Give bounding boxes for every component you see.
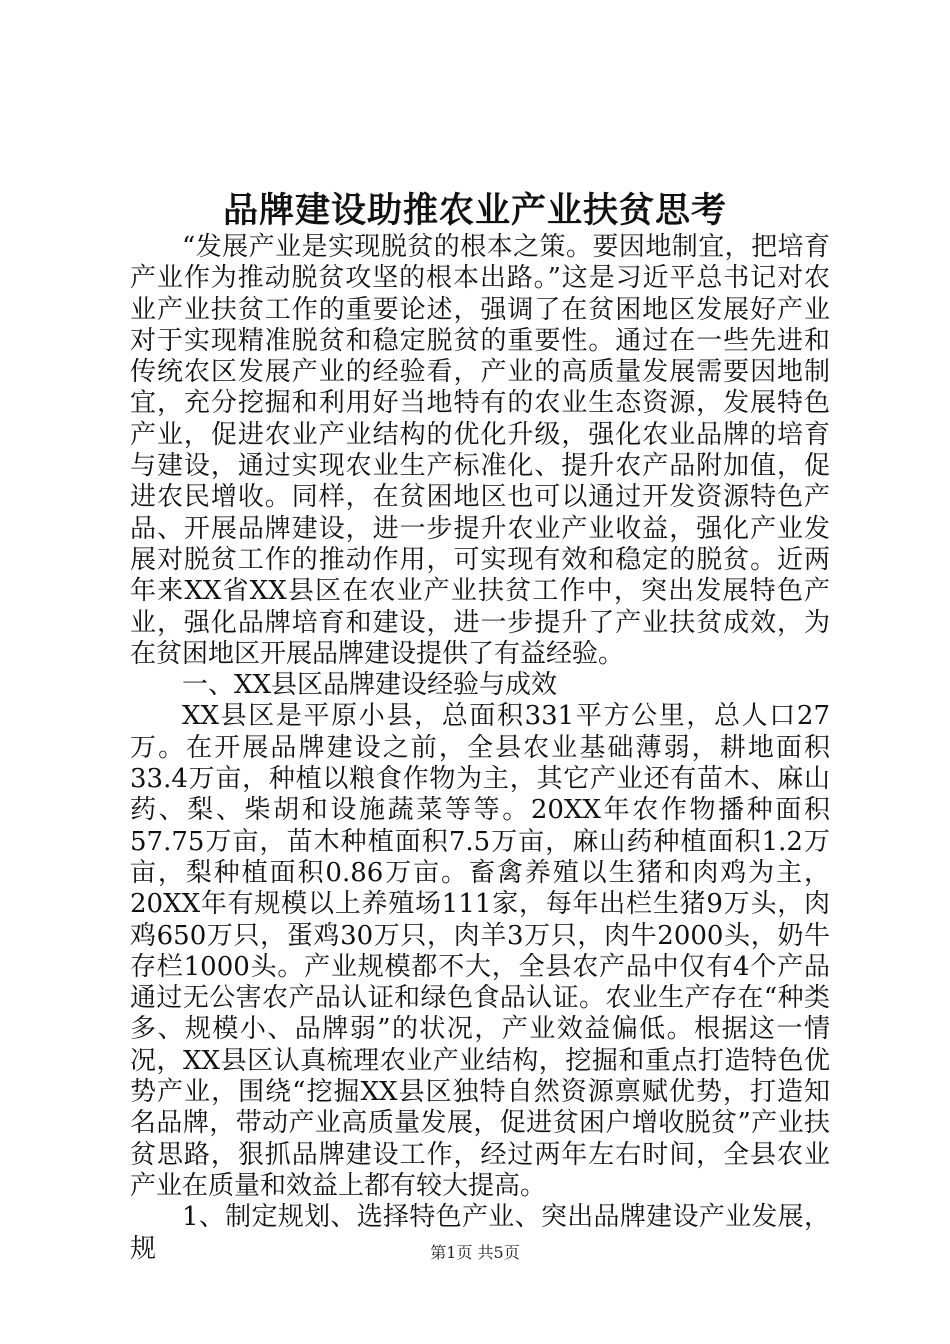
document-body bbox=[130, 232, 830, 1265]
paragraph-county-overview: XX县区是平原小县，总面积331平方公里，总人口27万。在开展品牌建设之前，全县农业基础薄弱，耕地面积33.4万亩，种植以粮食作物为主，其它产业还有苗木、麻山药、梨、柴胡和设施蔬菜等等。20XX年农作物播种面积57.75万亩，苗木种植面积7.5万亩，麻山药种植面积1.2万亩，梨种植面积0.86万亩。畜禽养殖以生猪和肉鸡为主，20XX年有规模以上养殖场111家，每年出栏生猪9万头，肉鸡650万只，蛋鸡30万只，肉羊3万只，肉牛2000头，奶牛存栏1000头。产业规模都不大，全县农产品中仅有4个产品通过无公害农产品认证和绿色食品认证。农业生产存在“种类多、规模小、品牌弱”的状况，产业效益偏低。根据这一情况，XX县区认真梳理农业产业结构，挖掘和重点打造特色优势产业，围绕“挖掘XX县区独特自然资源禀赋优势，打造知名品牌，带动产业高质量发展，促进贫困户增收脱贫”产业扶贫思路，狠抓品牌建设工作，经过两年左右时间，全县农业产业在质量和效益上都有较大提高。 bbox=[130, 701, 830, 1201]
paragraph-intro: “发展产业是实现脱贫的根本之策。要因地制宜，把培育产业作为推动脱贫攻坚的根本出路。”这是习近平总书记对农业产业扶贫工作的重要论述，强调了在贫困地区发展好产业对于实现精准脱贫和稳定脱贫的重要性。通过在一些先进和传统农区发展产业的经验看，产业的高质量发展需要因地制宜，充分挖掘和利用好当地特有的农业生态资源，发展特色产业，促进农业产业结构的优化升级，强化农业品牌的培育与建设，通过实现农业生产标准化、提升农产品附加值，促进农民增收。同样，在贫困地区也可以通过开发资源特色产品、开展品牌建设，进一步提升农业产业收益，强化产业发展对脱贫工作的推动作用，可实现有效和稳定的脱贫。近两年来XX省XX县区在农业产业扶贫工作中，突出发展特色产业，强化品牌培育和建设，进一步提升了产业扶贫成效，为在贫困地区开展品牌建设提供了有益经验。 bbox=[130, 232, 830, 669]
subsection-heading-1: 1、制定规划、选择特色产业、突出品牌建设产业发展，规 bbox=[130, 1202, 830, 1264]
page-number-footer: 第1页 共5页 bbox=[430, 1243, 520, 1262]
document-title: 品牌建设助推农业产业扶贫思考 bbox=[222, 190, 727, 231]
section-heading-1: 一、XX县区品牌建设经验与成效 bbox=[182, 670, 558, 701]
